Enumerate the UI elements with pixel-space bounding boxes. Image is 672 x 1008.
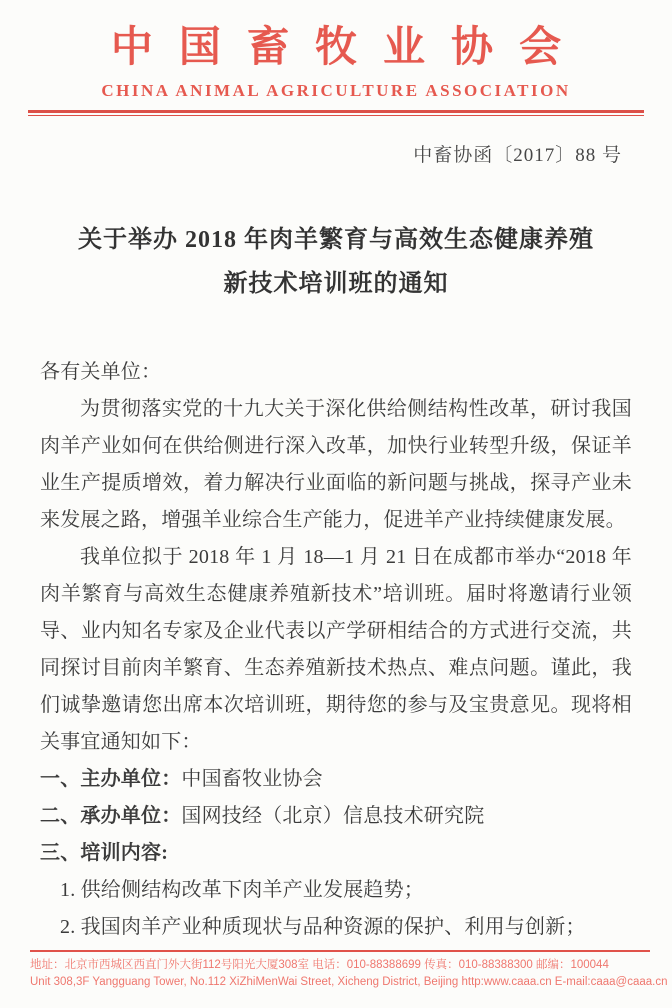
org-name-chinese: 中国畜牧业协会 (110, 25, 588, 71)
section-training-content-label: 三、培训内容: (40, 842, 169, 864)
section-organizer (40, 761, 632, 798)
section-organizer-value: 中国畜牧业协会 (181, 768, 323, 790)
notice-title-line2: 新技术培训班的通知 (223, 271, 449, 297)
notice-body (40, 354, 632, 946)
footer (30, 950, 668, 990)
section-undertaker (40, 798, 632, 835)
org-name-english: CHINA ANIMAL AGRICULTURE ASSOCIATION (101, 81, 571, 100)
text-line: 为贯彻落实党的十九大关于深化供给侧结构性改革，研讨我国 (80, 398, 632, 420)
text-line: 我单位拟于 2018 年 1 月 18—1 月 21 日在成都市举办“2018 年 (80, 546, 632, 568)
letterhead-rule (28, 110, 644, 116)
section-training-content (40, 835, 632, 872)
footer-address-en: Unit 308,3F Yangguang Tower, No.112 XiZhiMenWai Street, Xicheng District, Beijing http:www.caaa.cn E-mail:caaa@caaa.cn (30, 976, 668, 988)
paragraph-invitation (40, 539, 632, 761)
text-line: 肉羊繁育与高效生态健康养殖新技术”培训班。届时将邀请行业领 (40, 583, 632, 605)
footer-address-cn: 地址：北京市西城区西直门外大街112号阳光大厦308室 电话：010-88388699 传真：010-88388300 邮编：100044 (30, 959, 609, 971)
text-line: 关事宜通知如下： (40, 731, 202, 753)
section-organizer-label: 一、主办单位： (40, 768, 182, 790)
text-line: 肉羊产业如何在供给侧进行深入改革，加快行业转型升级，保证羊 (40, 435, 632, 457)
text-line: 导、业内知名专家及企业代表以产学研相结合的方式进行交流，共 (40, 620, 632, 642)
text-line: 们诚挚邀请您出席本次培训班，期待您的参与及宝贵意见。现将相 (40, 694, 632, 716)
notice-title (0, 218, 672, 306)
training-list-item-1: 1. 供给侧结构改革下肉羊产业发展趋势； (60, 879, 424, 901)
text-line: 同探讨目前肉羊繁育、生态养殖新技术热点、难点问题。谨此，我 (40, 657, 632, 679)
paragraph-background (40, 391, 632, 539)
notice-title-line1: 关于举办 2018 年肉羊繁育与高效生态健康养殖 (78, 227, 594, 253)
section-undertaker-value: 国网技经（北京）信息技术研究院 (181, 805, 485, 827)
salutation: 各有关单位： (40, 361, 162, 383)
text-line: 来发展之路，增强羊业综合生产能力，促进羊产业持续健康发展。 (40, 509, 626, 531)
text-line: 业生产提质增效，着力解决行业面临的新问题与挑战，探寻产业未 (40, 472, 632, 494)
section-undertaker-label: 二、承办单位： (40, 805, 182, 827)
training-list-item-2: 2. 我国肉羊产业种质现状与品种资源的保护、利用与创新； (60, 916, 586, 938)
doc-number: 中畜协函〔2017〕88 号 (413, 145, 622, 166)
